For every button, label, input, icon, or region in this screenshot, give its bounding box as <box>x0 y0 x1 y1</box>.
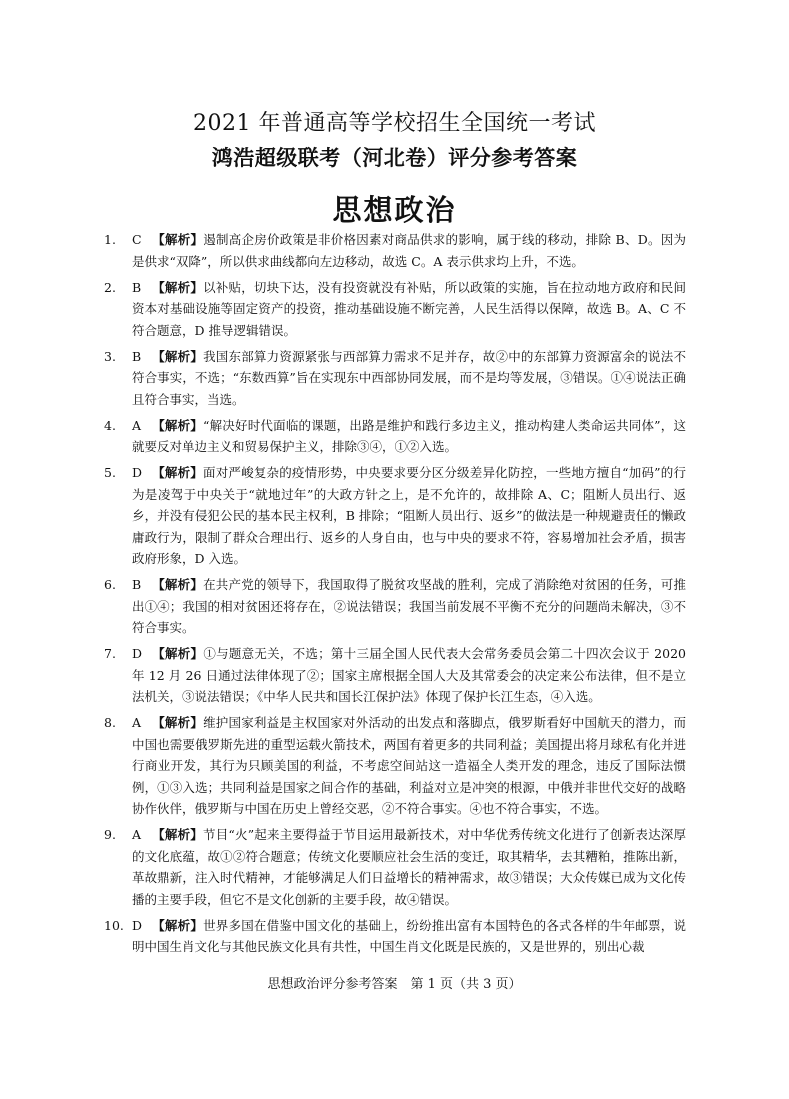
analysis-tag: 【解析】 <box>152 348 204 364</box>
answer-choice: D <box>132 465 143 480</box>
exam-title: 2021 年普通高等学校招生全国统一考试 <box>193 111 596 136</box>
answer-item <box>104 229 686 272</box>
answer-item <box>104 643 686 708</box>
exam-subtitle: 鸿浩超级联考（河北卷）评分参考答案 <box>211 145 578 170</box>
answer-choice: A <box>132 715 142 730</box>
answer-choice: B <box>132 348 142 364</box>
answer-choice: A <box>132 417 142 433</box>
answer-choice: D <box>132 646 143 661</box>
question-number: 2. <box>104 279 116 295</box>
answer-choice: C <box>132 232 142 247</box>
answer-item <box>104 915 686 958</box>
question-number: 1. <box>104 232 116 247</box>
analysis-text: 在共产党的领导下，我国取得了脱贫攻坚战的胜利，完成了消除绝对贫困的任务，可推出①④；我国的相对贫困还将存在，②说法错误；我国当前发展不平衡不充分的问题尚未解决，③不符合事实。 <box>132 577 686 635</box>
answer-choice: B <box>132 577 142 592</box>
answer-choice: A <box>132 827 142 842</box>
question-number: 10. <box>104 917 124 933</box>
answer-item <box>104 462 686 570</box>
answer-item <box>104 346 686 411</box>
question-number: 9. <box>104 827 116 842</box>
analysis-tag: 【解析】 <box>152 917 204 933</box>
question-number: 4. <box>104 417 116 433</box>
question-number: 8. <box>104 715 116 730</box>
analysis-tag: 【解析】 <box>152 279 204 295</box>
analysis-text: 我国东部算力资源紧张与西部算力需求不足并存，故②中的东部算力资源富余的说法不符合事实，不选；“东数西算”旨在实现东中西部协同发展，而不是均等发展，③错误。①④说法正确且符合事实，当选。 <box>132 348 686 407</box>
analysis-tag: 【解析】 <box>152 465 204 480</box>
question-number: 6. <box>104 577 116 592</box>
analysis-text: 面对严峻复杂的疫情形势，中央要求要分区分级差异化防控，一些地方擅自“加码”的行为是凌驾于中央关于“就地过年”的大政方针之上，是不允许的，故排除 A、C；阻断人员出行、返乡，并没有侵犯公民的基本民主权利，B 排除；“阻断人员出行、返乡”的做法是一种规避责任的懒政庸政行为，限制了群众合理出行、返乡的人身自由，也与中央的要求不符，容易增加社会矛盾，损害政府形象，D 入选。 <box>132 465 686 566</box>
analysis-text: 节目“火”起来主要得益于节目运用最新技术，对中华优秀传统文化进行了创新表达深厚的文化底蕴，故①②符合题意；传统文化要顺应社会生活的变迁，取其精华，去其糟粕，推陈出新，革故鼎新，注入时代精神，才能够满足人们日益增长的精神需求，故③错误；大众传媒已成为文化传播的主要手段，但它不是文化创新的主要手段，故④错误。 <box>132 827 686 907</box>
answer-item <box>104 824 686 910</box>
analysis-text: 以补贴，切块下达，没有投资就没有补贴，所以政策的实施，旨在拉动地方政府和民间资本对基础设施等固定资产的投资，推动基础设施不断完善，人民生活得以保障，故选 B。A、C 不符合题意，D 推导逻辑错误。 <box>132 279 686 338</box>
analysis-tag: 【解析】 <box>152 577 204 592</box>
answer-choice: B <box>132 279 142 295</box>
question-number: 7. <box>104 646 116 661</box>
answer-item <box>104 415 686 458</box>
question-number: 5. <box>104 465 116 480</box>
analysis-tag: 【解析】 <box>152 646 204 661</box>
page-footer: 思想政治评分参考答案 第 1 页（共 3 页） <box>267 977 522 992</box>
analysis-tag: 【解析】 <box>152 417 204 433</box>
analysis-text: 世界多国在借鉴中国文化的基础上，纷纷推出富有本国特色的各式各样的牛年邮票，说明中国生肖文化与其他民族文化具有共性，中国生肖文化既是民族的，又是世界的，别出心裁 <box>132 917 686 954</box>
analysis-text: 遏制高企房价政策是非价格因素对商品供求的影响，属于线的移动，排除 B、D。因为是供求“双降”，所以供求曲线都向左边移动，故选 C。A 表示供求均上升，不选。 <box>132 232 686 269</box>
analysis-text: ①与题意无关，不选；第十三届全国人民代表大会常务委员会第二十四次会议于 2020 年 12 月 26 日通过法律体现了②；国家主席根据全国人大及其常委会的决定来公布法律，但不是立法机关，③说法错误；《中华人民共和国长江保护法》体现了保护长江生态，④入选。 <box>132 646 686 704</box>
answer-item <box>104 712 686 820</box>
subject-heading: 思想政治 <box>332 193 457 227</box>
analysis-tag: 【解析】 <box>152 827 204 842</box>
question-number: 3. <box>104 348 116 364</box>
analysis-text: 维护国家利益是主权国家对外活动的出发点和落脚点，俄罗斯看好中国航天的潜力，而中国也需要俄罗斯先进的重型运载火箭技术，两国有着更多的共同利益；美国提出将月球私有化并进行商业开发，其行为只顾美国的利益，不考虑空间站这一造福全人类开发的理念，违反了国际法惯例，①③入选；共同利益是国家之间合作的基础，利益对立是冲突的根源，中俄并非世代交好的战略协作伙伴，俄罗斯与中国在历史上曾经交恶，②不符合事实。④也不符合事实，不选。 <box>132 715 686 816</box>
answer-list <box>104 229 686 962</box>
analysis-text: “解决好时代面临的课题，出路是维护和践行多边主义，推动构建人类命运共同体”，这就要反对单边主义和贸易保护主义，排除③④，①②入选。 <box>132 417 686 454</box>
analysis-tag: 【解析】 <box>152 715 204 730</box>
answer-item <box>104 277 686 342</box>
answer-item <box>104 574 686 639</box>
analysis-tag: 【解析】 <box>152 232 204 247</box>
answer-choice: D <box>132 917 143 933</box>
